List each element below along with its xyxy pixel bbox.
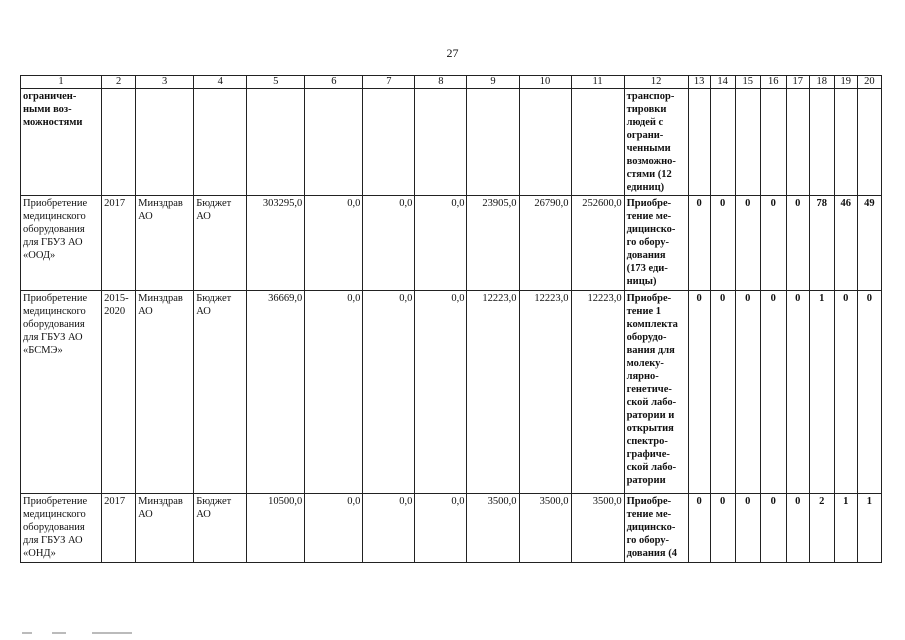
indicator-cell: 0 [760,494,786,563]
column-number: 6 [305,76,363,89]
indicator-cell: 1 [857,494,881,563]
column-number: 15 [735,76,760,89]
indicator-cell: 0 [735,291,760,494]
indicator-cell: 0 [688,196,710,291]
table-row [21,291,882,494]
value-cell [305,89,363,196]
value-cell [363,89,415,196]
year-cell: 2017 [102,196,136,291]
value-cell: 12223,0 [571,291,624,494]
indicator-cell: 0 [834,291,857,494]
value-cell: 23905,0 [467,196,519,291]
value-cell: 252600,0 [571,196,624,291]
indicator-cell: 0 [710,494,735,563]
indicator-cell: 0 [688,291,710,494]
column-number: 3 [136,76,194,89]
indicator-cell: 78 [809,196,834,291]
column-number: 5 [247,76,305,89]
value-cell [247,89,305,196]
value-cell: 0,0 [363,291,415,494]
result-cell: транспор- тировки людей с ограни- ченными возможно- стями (12 единиц) [624,89,688,196]
column-number: 9 [467,76,519,89]
scan-artifact [22,632,162,635]
value-cell [467,89,519,196]
source-cell: Бюджет АО [194,196,247,291]
column-number: 8 [415,76,467,89]
program-table [20,75,882,563]
indicator-cell: 0 [760,291,786,494]
value-cell [519,89,571,196]
year-cell: 2015- 2020 [102,291,136,494]
page-number: 27 [446,46,459,60]
indicator-cell: 1 [834,494,857,563]
value-cell: 0,0 [305,291,363,494]
indicator-cell [735,89,760,196]
column-number: 17 [786,76,809,89]
indicator-cell [809,89,834,196]
indicator-cell [857,89,881,196]
indicator-cell: 0 [786,291,809,494]
table-row [21,196,882,291]
value-cell: 12223,0 [519,291,571,494]
value-cell: 36669,0 [247,291,305,494]
column-number-row [21,76,882,89]
value-cell: 12223,0 [467,291,519,494]
column-number: 14 [710,76,735,89]
indicator-cell: 0 [857,291,881,494]
value-cell: 0,0 [415,494,467,563]
source-cell [194,89,247,196]
value-cell [571,89,624,196]
value-cell [415,89,467,196]
result-cell: Приобре- тение ме- дицинско- го обору- дования (4 [624,494,688,563]
executor-cell: Минздрав АО [136,291,194,494]
value-cell: 26790,0 [519,196,571,291]
result-cell: Приобре- тение 1 комплекта оборудо- вания для молеку- лярно- генетиче- ской лабо- ратории и открытия спектро- графиче- ской лабо- ратории [624,291,688,494]
indicator-cell: 0 [786,494,809,563]
activity-name-cell: Приобретение медицинского оборудования для ГБУЗ АО «БСМЭ» [21,291,102,494]
column-number: 19 [834,76,857,89]
year-cell [102,89,136,196]
indicator-cell: 0 [760,196,786,291]
table-row [21,89,882,196]
indicator-cell [786,89,809,196]
year-cell: 2017 [102,494,136,563]
value-cell: 0,0 [415,291,467,494]
executor-cell [136,89,194,196]
executor-cell: Минздрав АО [136,196,194,291]
column-number: 10 [519,76,571,89]
source-cell: Бюджет АО [194,291,247,494]
indicator-cell: 49 [857,196,881,291]
column-number: 1 [21,76,102,89]
column-number: 16 [760,76,786,89]
column-number: 13 [688,76,710,89]
activity-name-cell: ограничен- ными воз- можностями [21,89,102,196]
value-cell: 0,0 [305,494,363,563]
value-cell: 3500,0 [467,494,519,563]
executor-cell: Минздрав АО [136,494,194,563]
indicator-cell: 0 [786,196,809,291]
indicator-cell [834,89,857,196]
activity-name-cell: Приобретение медицинского оборудования для ГБУЗ АО «ОНД» [21,494,102,563]
result-cell: Приобре- тение ме- дицинско- го обору- дования (173 еди- ницы) [624,196,688,291]
indicator-cell: 0 [688,494,710,563]
column-number: 11 [571,76,624,89]
value-cell: 3500,0 [571,494,624,563]
value-cell: 10500,0 [247,494,305,563]
value-cell: 0,0 [415,196,467,291]
indicator-cell: 46 [834,196,857,291]
indicator-cell: 2 [809,494,834,563]
indicator-cell: 1 [809,291,834,494]
indicator-cell [760,89,786,196]
indicator-cell [688,89,710,196]
activity-name-cell: Приобретение медицинского оборудования для ГБУЗ АО «ООД» [21,196,102,291]
column-number: 4 [194,76,247,89]
column-number: 7 [363,76,415,89]
column-number: 12 [624,76,688,89]
table-row [21,494,882,563]
value-cell: 0,0 [363,196,415,291]
value-cell: 303295,0 [247,196,305,291]
source-cell: Бюджет АО [194,494,247,563]
column-number: 20 [857,76,881,89]
value-cell: 0,0 [363,494,415,563]
indicator-cell: 0 [710,291,735,494]
column-number: 2 [102,76,136,89]
indicator-cell: 0 [735,494,760,563]
indicator-cell [710,89,735,196]
indicator-cell: 0 [735,196,760,291]
indicator-cell: 0 [710,196,735,291]
value-cell: 0,0 [305,196,363,291]
value-cell: 3500,0 [519,494,571,563]
column-number: 18 [809,76,834,89]
